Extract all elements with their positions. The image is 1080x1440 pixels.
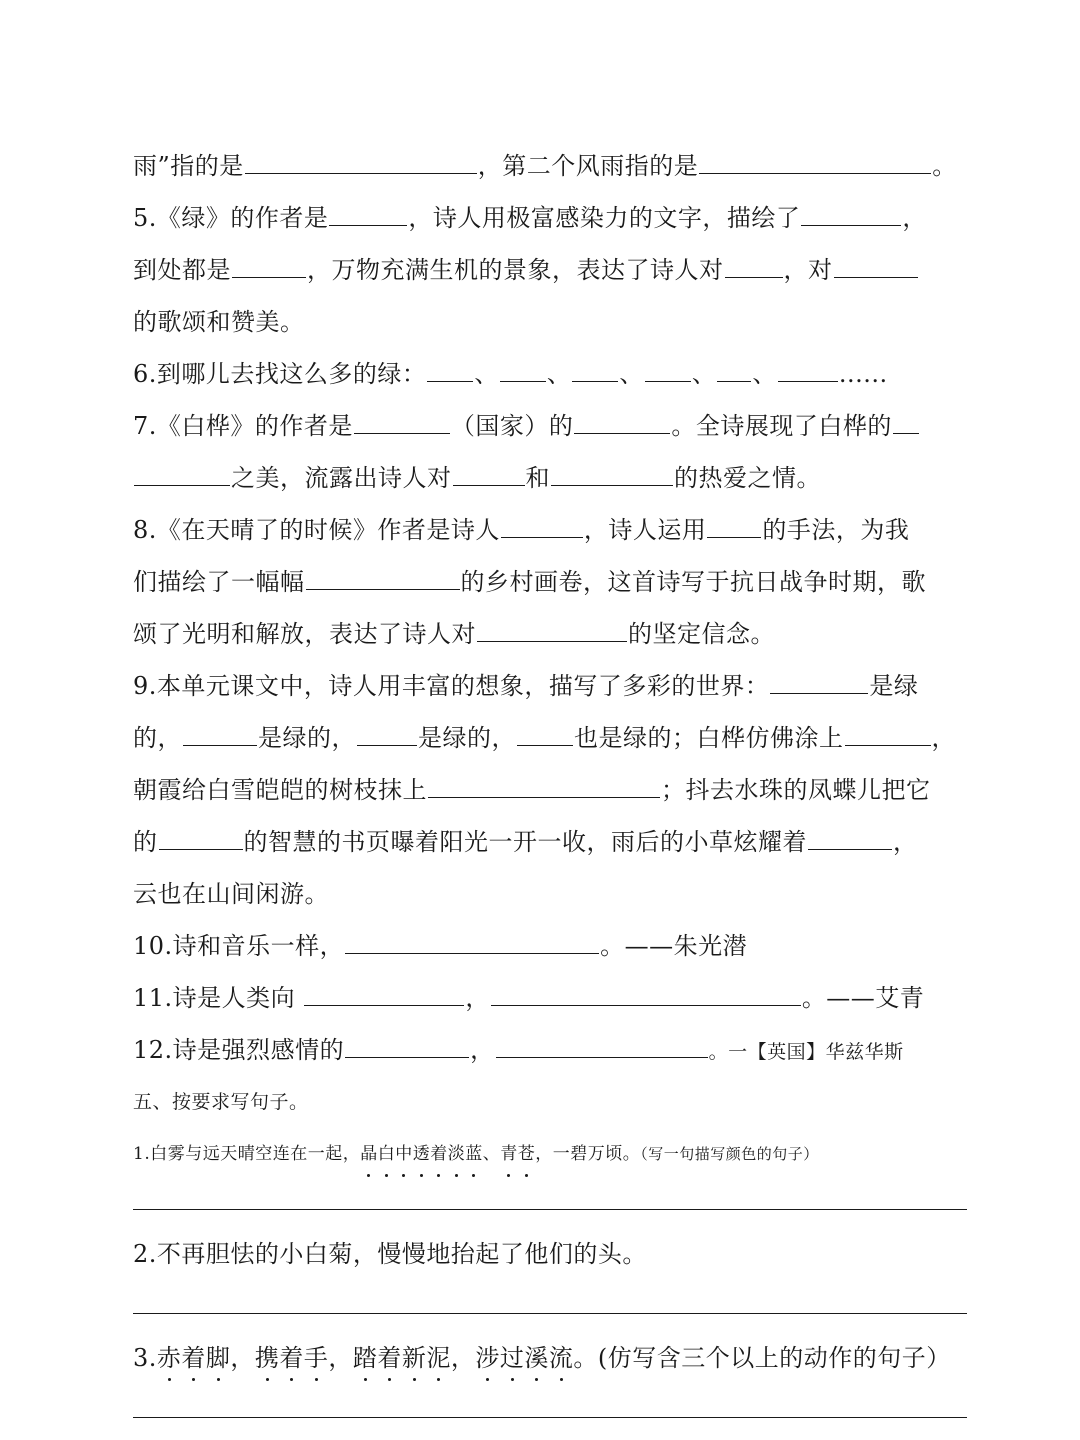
emphasis-char: 透	[413, 1138, 431, 1170]
q5-text: ，对	[783, 256, 833, 284]
section-5-title	[133, 1086, 309, 1118]
q5-text: ，万物充满生机的景象，表达了诗人对	[307, 256, 724, 284]
q9-text: 9.本单元课文中，诗人用丰富的想象，描写了多彩的世界：	[133, 672, 770, 700]
q7-text: 。全诗展现了白桦的	[671, 412, 892, 440]
s1-text: 1.白雾与远天晴空连在一起，	[133, 1144, 361, 1164]
q4-blank-2[interactable]	[699, 151, 931, 174]
q6-blank-6[interactable]	[778, 359, 838, 382]
emphasis-char: 着	[430, 1138, 448, 1170]
q7-text: 7.《白桦》的作者是	[133, 412, 353, 440]
q9-blank-4[interactable]	[517, 723, 573, 746]
q9-text: ；抖去水珠的凤蝶儿把它	[661, 776, 931, 804]
q8-blank-poet[interactable]	[501, 515, 583, 538]
s2-answer-line[interactable]	[133, 1313, 967, 1314]
q5-text: 5.《绿》的作者是	[133, 204, 329, 232]
q7-blank-beauty-b[interactable]	[134, 463, 230, 486]
emphasis-char: 着	[181, 1344, 206, 1372]
q5-blank-author[interactable]	[329, 203, 407, 226]
q5-blank-everywhere[interactable]	[232, 255, 306, 278]
emphasis-char: 手	[303, 1344, 329, 1372]
q5-blank-1[interactable]	[725, 255, 783, 278]
emphasis-char: 携	[254, 1344, 280, 1372]
q8-text: 们描绘了一幅幅	[133, 568, 305, 596]
q6-blank-3[interactable]	[572, 359, 618, 382]
q4-blank-1[interactable]	[245, 151, 477, 174]
q9-text: 的，	[133, 724, 182, 752]
q5-text: ，	[902, 204, 927, 232]
q11-text: 。——艾青	[801, 984, 925, 1012]
q9-text: ，	[931, 724, 956, 752]
emphasis-char: ，	[450, 1344, 476, 1372]
q6-text: 6.到哪儿去找这么多的绿：	[133, 360, 427, 388]
q9-line-4	[133, 826, 918, 858]
emphasis-char: 淡	[448, 1138, 466, 1170]
emphasis-char: ，	[230, 1344, 255, 1372]
emphasis-char: 苍	[518, 1138, 536, 1170]
q12-text: ，	[470, 1036, 495, 1064]
separator: 、	[474, 360, 499, 388]
q8-text: 的坚定信念。	[628, 620, 775, 648]
q9-line-2	[133, 722, 956, 754]
q12-attribution: 。一【英国】华兹华斯	[708, 1041, 904, 1063]
emphasis-char: 中	[395, 1138, 413, 1170]
emphasis-char: 白	[378, 1138, 396, 1170]
separator: 、	[546, 360, 572, 388]
q10-blank[interactable]	[345, 931, 599, 954]
q9-text: 也是绿的；白桦仿佛涂上	[574, 724, 844, 752]
emphasis-char: .	[148, 1344, 157, 1372]
q11-text: ，	[465, 984, 490, 1012]
q12-blank-2[interactable]	[496, 1035, 708, 1058]
separator: 、	[691, 360, 717, 388]
s1-prompt	[133, 1138, 819, 1170]
q7-blank-1[interactable]	[453, 463, 525, 486]
q8-line-1	[133, 514, 909, 546]
emphasis-char: 流	[548, 1344, 574, 1372]
q6-line	[133, 358, 888, 390]
q4-text: 。	[932, 152, 957, 180]
q5-text: 到处都是	[133, 256, 231, 284]
q4-text: 雨”指的是	[133, 152, 244, 180]
q8-blank-technique[interactable]	[707, 515, 761, 538]
q8-blank-scene[interactable]	[306, 567, 460, 590]
q7-blank-2[interactable]	[551, 463, 673, 486]
q5-blank-2[interactable]	[834, 255, 918, 278]
q5-blank-scene[interactable]	[801, 203, 901, 226]
s1-answer-line[interactable]	[133, 1209, 967, 1210]
q11-blank-2[interactable]	[491, 983, 801, 1006]
q7-blank-identity[interactable]	[574, 411, 670, 434]
q11-blank-1[interactable]	[304, 983, 464, 1006]
emphasis-char: 着	[279, 1344, 304, 1372]
q9-text: 的智慧的书页曝着阳光一开一收，雨后的小草炫耀着	[243, 828, 807, 856]
emphasis-char: 蓝	[465, 1138, 483, 1170]
q10-line	[133, 930, 747, 962]
q4-text: ，第二个风雨指的是	[477, 152, 699, 180]
q9-blank-6[interactable]	[428, 775, 660, 798]
q6-blank-5[interactable]	[717, 359, 751, 382]
q8-text: ，诗人运用	[583, 516, 707, 544]
q9-blank-2[interactable]	[183, 723, 257, 746]
q7-text: 和	[525, 464, 550, 492]
emphasis-char: 脚	[205, 1344, 231, 1372]
q5-text: 的歌颂和赞美。	[133, 308, 305, 336]
q6-blank-1[interactable]	[427, 359, 473, 382]
q12-blank-1[interactable]	[345, 1035, 469, 1058]
emphasis-char: 踏	[352, 1344, 378, 1372]
q7-text: 之美，流露出诗人对	[231, 464, 452, 492]
s2-text: 2.不再胆怯的小白菊，慢慢地抬起了他们的头。	[133, 1240, 647, 1268]
q9-blank-1[interactable]	[770, 671, 868, 694]
q9-line-1	[133, 670, 918, 702]
q7-text: 的热爱之情。	[674, 464, 821, 492]
q8-text: 的手法，为我	[762, 516, 910, 544]
emphasis-char: 晶	[360, 1138, 378, 1170]
s1-instruction: （写一句描写颜色的句子）	[640, 1145, 819, 1163]
q4-continuation	[133, 150, 957, 182]
q7-text: （国家）的	[450, 412, 574, 440]
q8-text: 颂了光明和解放，表达了诗人对	[133, 620, 476, 648]
emphasis-char: 3	[133, 1344, 149, 1372]
s3-emphasis	[133, 1344, 573, 1372]
q9-line-3	[133, 774, 931, 806]
q8-line-3	[133, 618, 775, 650]
q8-text: 8.《在天晴了的时候》作者是诗人	[133, 516, 500, 544]
s3-answer-line[interactable]	[133, 1417, 967, 1418]
q10-text: 。——朱光潜	[600, 932, 748, 960]
q5-text: ，诗人用极富感染力的文字，描绘了	[408, 204, 801, 232]
section-title: 五、按要求写句子。	[133, 1091, 309, 1113]
q9-text: 朝霞给白雪皑皑的树枝抹上	[133, 776, 427, 804]
q9-text: 的	[133, 828, 158, 856]
emphasis-char: 溪	[524, 1344, 549, 1372]
emphasis-char: 泥	[426, 1344, 451, 1372]
q9-text: 是绿	[869, 672, 919, 700]
q7-line-2	[133, 462, 821, 494]
q7-blank-beauty-a[interactable]	[893, 411, 919, 434]
q8-blank-belief[interactable]	[477, 619, 627, 642]
q9-text: ，	[893, 828, 918, 856]
q10-text: 10.诗和音乐一样，	[133, 932, 345, 960]
q9-blank-8[interactable]	[808, 827, 892, 850]
q9-text: 是绿的，	[258, 724, 356, 752]
q7-line-1	[133, 410, 920, 442]
q8-text: 的乡村画卷，这首诗写于抗日战争时期，歌	[460, 568, 926, 596]
q6-blank-4[interactable]	[645, 359, 691, 382]
q12-text: 12.诗是强烈感情的	[133, 1036, 345, 1064]
emphasis-char: 涉	[475, 1344, 500, 1372]
emphasis-char: 新	[401, 1344, 427, 1372]
emphasis-char: 过	[499, 1344, 525, 1372]
q9-text: 是绿的，	[418, 724, 516, 752]
q9-blank-7[interactable]	[159, 827, 243, 850]
q12-line	[133, 1034, 904, 1068]
separator: 、	[619, 360, 644, 388]
emphasis-char: 赤	[156, 1344, 182, 1372]
emphasis-char: 、	[482, 1144, 501, 1164]
s3-text: 。	[573, 1344, 598, 1372]
emphasis-char: ，	[328, 1344, 353, 1372]
q6-blank-2[interactable]	[500, 359, 546, 382]
s3-prompt	[133, 1342, 951, 1374]
q7-blank-author[interactable]	[354, 411, 450, 434]
q5-line-2	[133, 254, 919, 286]
q5-line-3	[133, 306, 305, 338]
separator: 、	[752, 360, 777, 388]
q9-line-5	[133, 878, 329, 910]
s1-text: ，一碧万顷。	[535, 1144, 641, 1164]
q9-blank-5[interactable]	[845, 723, 931, 746]
emphasis-char: 着	[377, 1344, 402, 1372]
s3-instruction: (仿写含三个以上的动作的句子）	[597, 1344, 951, 1372]
q11-line	[133, 982, 924, 1014]
q9-text: 云也在山间闲游。	[133, 880, 329, 908]
s2-prompt	[133, 1238, 647, 1270]
q5-line-1	[133, 202, 927, 234]
q8-line-2	[133, 566, 926, 598]
s1-emphasis	[360, 1144, 535, 1164]
q11-text: 11.诗是人类向	[133, 984, 296, 1012]
emphasis-char: 青	[500, 1138, 518, 1170]
ellipsis: ......	[838, 360, 888, 388]
q9-blank-3[interactable]	[357, 723, 417, 746]
